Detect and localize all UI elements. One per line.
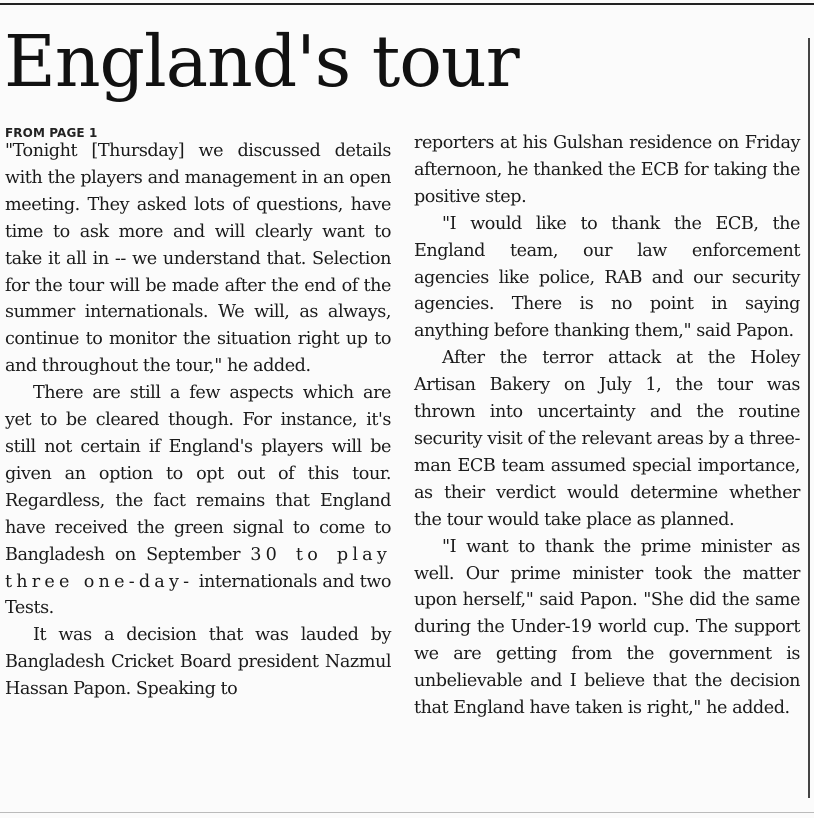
paragraph: reporters at his Gulshan residence on Friday afternoon, he thanked the ECB for taking the positive step. (414, 133, 800, 207)
paragraph: "I would like to thank the ECB, the England team, our law enforcement agencies like police, RAB and our security agencies. There is no point in saying anything before thanking them," said Papon. (414, 213, 800, 342)
spaced-line: 30 to play three one-day- (5, 544, 391, 592)
column-rule (808, 38, 810, 798)
paragraph: It was a decision that was lauded by Bangladesh Cricket Board president Nazmul Hassan Papon. Speaking to (5, 625, 391, 700)
right-column (414, 130, 800, 722)
paragraph (5, 380, 391, 622)
paragraph: "I want to thank the prime minister as well. Our prime minister took the matter upon herself," said Papon. "She did the same during the Under-19 world cup. The support we are getting from the government is unbelievable and I believe that the decision that England have taken is right," he added. (414, 536, 800, 719)
kicker-from-page: FROM PAGE 1 (5, 126, 98, 140)
paragraph-text: There are still a few aspects which are yet to be cleared though. For instance, it's still not certain if England's players will be given an option to opt out of this tour. Regardless, the fact remains that England have received the green signal to come to Bangladesh on September (5, 383, 391, 565)
paragraph: After the terror attack at the Holey Artisan Bakery on July 1, the tour was thrown into uncertainty and the routine security visit of the relevant areas by a three-man ECB team assumed special importance, as their verdict would determine whether the tour would take place as planned. (414, 348, 800, 530)
bottom-rule (0, 812, 814, 813)
top-rule (0, 3, 814, 5)
headline: England's tour (4, 20, 519, 103)
left-column (5, 126, 391, 703)
paragraph-text-end: internationals and two Tests. (5, 571, 391, 619)
paragraph: "Tonight [Thursday] we discussed details with the players and management in an open meeting. They asked lots of questions, have time to ask more and will clearly want to take it all in -- we understand that. Selection for the tour will be made after the end of the summer internationals. We will, as always, continue to monitor the situation right up to and throughout the tour," he added. (5, 141, 391, 377)
